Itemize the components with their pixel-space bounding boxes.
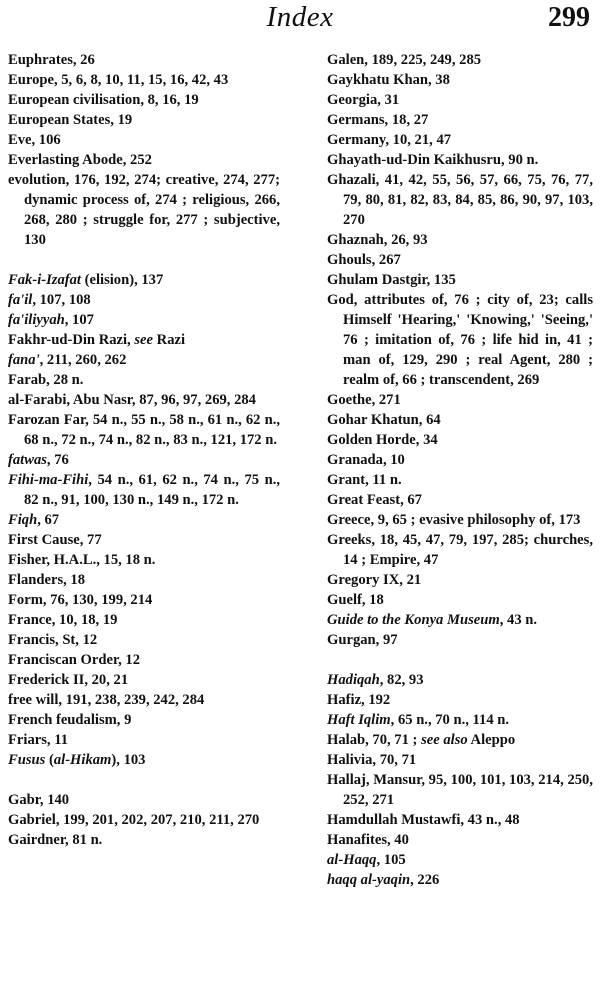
index-term-italic: Fak-i-Izafat — [8, 272, 81, 288]
index-text: Friars, 11 — [8, 732, 68, 748]
index-entry — [8, 650, 280, 670]
index-text: Grant, 11 n. — [327, 472, 402, 488]
index-entry — [8, 690, 280, 710]
index-entry — [8, 130, 280, 150]
index-entry — [8, 410, 280, 450]
index-text: Goethe, 271 — [327, 392, 401, 408]
index-entry — [327, 870, 593, 890]
index-entry — [8, 730, 280, 750]
index-text: Guelf, 18 — [327, 592, 384, 608]
index-text: , 107 — [64, 312, 94, 328]
index-entry — [327, 450, 593, 470]
index-text: Gaykhatu Khan, 38 — [327, 72, 450, 88]
index-text: Gurgan, 97 — [327, 632, 398, 648]
index-entry — [327, 470, 593, 490]
index-text: Francis, St, 12 — [8, 632, 98, 648]
index-entry — [327, 770, 593, 810]
index-entry — [327, 50, 593, 70]
index-entry — [8, 590, 280, 610]
index-text: ( — [45, 752, 54, 768]
index-entry — [8, 810, 280, 830]
index-entry — [327, 750, 593, 770]
index-text: free will, 191, 238, 239, 242, 284 — [8, 692, 205, 708]
index-entry — [8, 70, 280, 90]
section-gap — [8, 250, 280, 270]
index-text: Germans, 18, 27 — [327, 112, 429, 128]
index-text: Golden Horde, 34 — [327, 432, 438, 448]
index-text: Gairdner, 81 n. — [8, 832, 103, 848]
index-entry — [8, 90, 280, 110]
index-text: Gabr, 140 — [8, 792, 70, 808]
index-text: Galen, 189, 225, 249, 285 — [327, 52, 482, 68]
index-text: Germany, 10, 21, 47 — [327, 132, 452, 148]
index-entry — [327, 250, 593, 270]
index-text: , 65 n., 70 n., 114 n. — [390, 712, 510, 728]
index-entry — [327, 290, 593, 390]
index-entry — [8, 530, 280, 550]
index-entry — [8, 550, 280, 570]
index-text: Hallaj, Mansur, 95, 100, 101, 103, 214, 250, 252, 271 — [327, 772, 593, 808]
index-entry — [327, 150, 593, 170]
index-entry — [327, 530, 593, 570]
index-entry — [8, 450, 280, 470]
index-entry — [8, 330, 280, 350]
index-text: Europe, 5, 6, 8, 10, 11, 15, 16, 42, 43 — [8, 72, 229, 88]
index-text: Gohar Khatun, 64 — [327, 412, 441, 428]
index-entry — [327, 730, 593, 750]
index-entry — [327, 130, 593, 150]
index-entry — [327, 590, 593, 610]
index-entry — [8, 310, 280, 330]
index-term-italic: see — [134, 332, 153, 348]
index-term-italic: Hadiqah — [327, 672, 380, 688]
index-text: ), 103 — [111, 752, 146, 768]
index-text: Euphrates, 26 — [8, 52, 95, 68]
index-entry — [8, 170, 280, 250]
index-entry — [8, 290, 280, 310]
index-entry — [8, 830, 280, 850]
index-text: (elision), 137 — [80, 272, 164, 288]
index-entry — [327, 850, 593, 870]
index-entry — [8, 390, 280, 410]
index-text: Franciscan Order, 12 — [8, 652, 141, 668]
section-gap — [8, 770, 280, 790]
index-entry — [8, 110, 280, 130]
index-column-left — [8, 50, 280, 850]
index-text: Form, 76, 130, 199, 214 — [8, 592, 153, 608]
index-entry — [327, 110, 593, 130]
index-entry — [327, 410, 593, 430]
index-entry — [327, 710, 593, 730]
index-text: Ghulam Dastgir, 135 — [327, 272, 456, 288]
index-text: Everlasting Abode, 252 — [8, 152, 152, 168]
index-text: Farab, 28 n. — [8, 372, 84, 388]
index-text: , 211, 260, 262 — [39, 352, 127, 368]
index-text: , 54 n., 61, 62 n., 74 n., 75 n., 82 n., 91, 100, 130 n., 149 n., 172 n. — [24, 472, 280, 508]
index-entry — [8, 610, 280, 630]
index-entry — [327, 630, 593, 650]
index-term-italic: see also — [421, 732, 468, 748]
index-entry — [8, 670, 280, 690]
index-text: , 226 — [410, 872, 440, 888]
index-entry — [327, 270, 593, 290]
index-text: al-Farabi, Abu Nasr, 87, 96, 97, 269, 284 — [8, 392, 256, 408]
index-text: Hamdullah Mustawfi, 43 n., 48 — [327, 812, 520, 828]
index-text: Flanders, 18 — [8, 572, 86, 588]
index-term-italic: al-Hikam — [53, 752, 112, 768]
index-entry — [8, 510, 280, 530]
index-entry — [8, 270, 280, 290]
index-text: France, 10, 18, 19 — [8, 612, 118, 628]
index-text: Granada, 10 — [327, 452, 405, 468]
index-text: , 76 — [46, 452, 69, 468]
index-text: Halivia, 70, 71 — [327, 752, 417, 768]
index-entry — [327, 90, 593, 110]
index-entry — [327, 230, 593, 250]
index-text: Razi — [153, 332, 186, 348]
index-text: , 107, 108 — [32, 292, 91, 308]
index-text: Georgia, 31 — [327, 92, 400, 108]
index-text: Halab, 70, 71 ; — [327, 732, 422, 748]
index-entry — [327, 510, 593, 530]
index-text: Gregory IX, 21 — [327, 572, 422, 588]
page-title: Index — [266, 1, 334, 33]
index-text: First Cause, 77 — [8, 532, 102, 548]
index-text: , 82, 93 — [379, 672, 424, 688]
index-text: Fakhr-ud-Din Razi, — [8, 332, 135, 348]
index-entry — [8, 350, 280, 370]
index-text: Ghayath-ud-Din Kaikhusru, 90 n. — [327, 152, 539, 168]
index-entry — [327, 830, 593, 850]
index-text: Eve, 106 — [8, 132, 61, 148]
index-entry — [8, 50, 280, 70]
index-term-italic: Guide to the Konya Museum — [327, 612, 500, 628]
index-entry — [8, 570, 280, 590]
index-term-italic: fatwas — [8, 452, 47, 468]
index-entry — [327, 430, 593, 450]
index-entry — [8, 790, 280, 810]
index-text: Farozan Far, 54 n., 55 n., 58 n., 61 n., 62 n., 68 n., 72 n., 74 n., 82 n., 83 n., 121, 172 n. — [8, 412, 280, 448]
index-text: , 67 — [37, 512, 60, 528]
index-text: Greeks, 18, 45, 47, 79, 197, 285; churches, 14 ; Empire, 47 — [327, 532, 593, 568]
index-entry — [8, 750, 280, 770]
index-text: Ghaznah, 26, 93 — [327, 232, 428, 248]
index-term-italic: al-Haqq — [327, 852, 377, 868]
index-text: God, attributes of, 76 ; city of, 23; calls Himself 'Hearing,' 'Knowing,' 'Seeing,' 76 ; imitation of, 76 ; life hid in, 41 ; man of, 129, 290 ; real Agent, 280 ; realm of, 66 ; transcendent, 269 — [327, 292, 593, 388]
page-number: 299 — [548, 2, 590, 33]
index-text: Gabriel, 199, 201, 202, 207, 210, 211, 270 — [8, 812, 260, 828]
index-entry — [327, 390, 593, 410]
index-term-italic: Fusus — [8, 752, 46, 768]
index-entry — [327, 810, 593, 830]
index-text: Great Feast, 67 — [327, 492, 422, 508]
index-text: Hanafites, 40 — [327, 832, 409, 848]
index-text: Frederick II, 20, 21 — [8, 672, 129, 688]
index-entry — [327, 490, 593, 510]
index-entry — [327, 690, 593, 710]
index-entry — [8, 630, 280, 650]
index-term-italic: Haft Iqlim — [327, 712, 391, 728]
index-entry — [8, 150, 280, 170]
index-text: Ghazali, 41, 42, 55, 56, 57, 66, 75, 76, 77, 79, 80, 81, 82, 83, 84, 85, 86, 90, 97, 103, 270 — [327, 172, 593, 228]
index-text: Hafiz, 192 — [327, 692, 391, 708]
index-entry — [327, 670, 593, 690]
index-entry — [8, 710, 280, 730]
index-term-italic: Fiqh — [8, 512, 38, 528]
index-text: European States, 19 — [8, 112, 133, 128]
page-header — [0, 0, 600, 44]
index-text: European civilisation, 8, 16, 19 — [8, 92, 199, 108]
index-text: Fisher, H.A.L., 15, 18 n. — [8, 552, 156, 568]
index-text: evolution, 176, 192, 274; creative, 274, 277; dynamic process of, 274 ; religious, 266, 268, 280 ; struggle for, 277 ; subjective, 130 — [8, 172, 280, 248]
index-text: Greece, 9, 65 ; evasive philosophy of, 173 — [327, 512, 581, 528]
index-entry — [8, 470, 280, 510]
index-term-italic: haqq al-yaqin — [327, 872, 411, 888]
index-text: , 43 n. — [499, 612, 538, 628]
index-text: French feudalism, 9 — [8, 712, 132, 728]
index-term-italic: fa'il — [8, 292, 33, 308]
index-column-right — [327, 50, 593, 890]
index-entry — [327, 610, 593, 630]
index-entry — [327, 570, 593, 590]
index-text: Aleppo — [467, 732, 516, 748]
index-text: , 105 — [376, 852, 406, 868]
index-term-italic: fana' — [8, 352, 40, 368]
index-entry — [327, 70, 593, 90]
section-gap — [327, 650, 593, 670]
index-term-italic: fa'iliyyah — [8, 312, 65, 328]
index-entry — [327, 170, 593, 230]
index-text: Ghouls, 267 — [327, 252, 401, 268]
index-term-italic: Fihi-ma-Fihi — [8, 472, 89, 488]
index-entry — [8, 370, 280, 390]
